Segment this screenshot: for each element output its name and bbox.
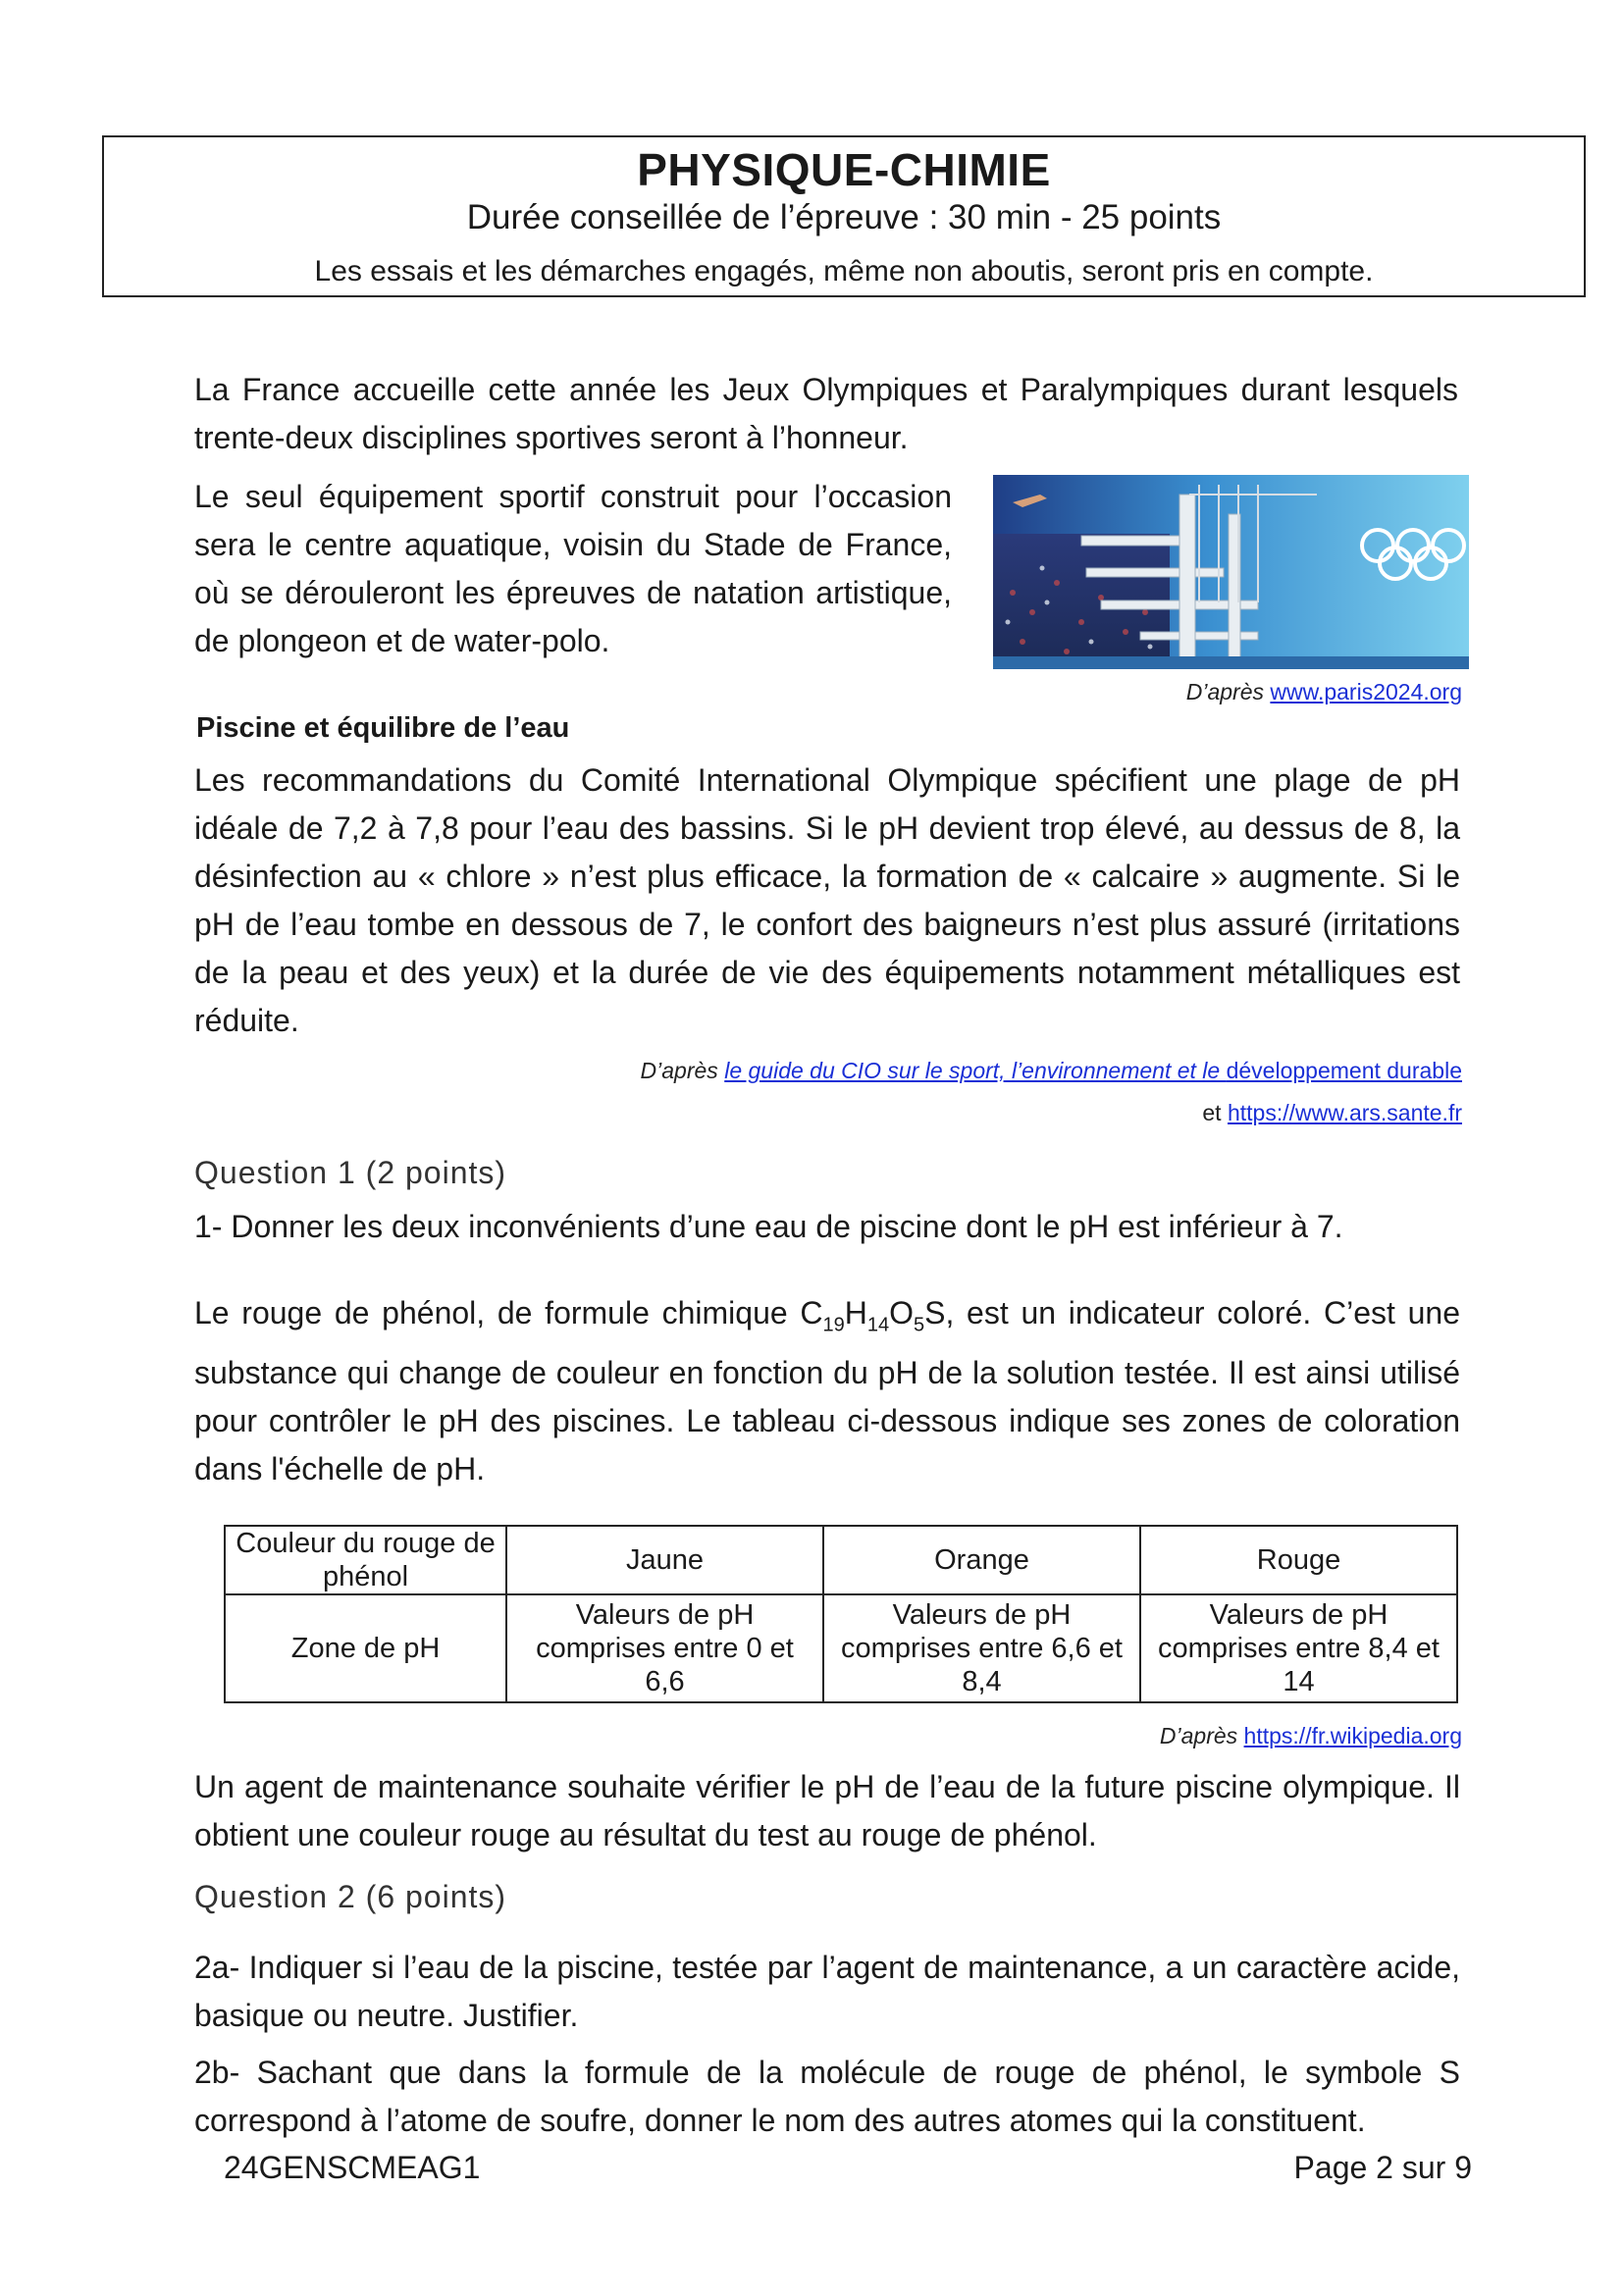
diving-tower-photo <box>993 475 1469 669</box>
ph-color-table <box>224 1525 1458 1703</box>
section-title: Piscine et équilibre de l’eau <box>196 712 570 744</box>
question-2a-text: 2a- Indiquer si l’eau de la piscine, testée par l’agent de maintenance, a un caractère acide, basique ou neutre. Justifier. <box>194 1950 1460 2033</box>
question-1-text: 1- Donner les deux inconvénients d’une eau de piscine dont le pH est inférieur à 7. <box>194 1209 1343 1244</box>
cio-guide-link-normal: développement durable <box>1226 1058 1462 1083</box>
cell-color-yellow: Jaune <box>506 1526 823 1594</box>
source-wikipedia <box>1079 1723 1462 1749</box>
formula-sub-o: 5 <box>913 1314 925 1336</box>
formula-h: H <box>844 1295 867 1330</box>
phenol-red-paragraph <box>194 1289 1460 1493</box>
formula-sub-c: 19 <box>822 1314 845 1336</box>
agent-paragraph: Un agent de maintenance souhaite vérifier le pH de l’eau de la future piscine olympique. Il obtient une couleur rouge au résultat du test au rouge de phénol. <box>194 1769 1460 1852</box>
source-prefix: D’après <box>640 1058 725 1083</box>
footer-exam-code: 24GENSCMEAG1 <box>224 2150 481 2185</box>
paris2024-link[interactable]: www.paris2024.org <box>1270 679 1462 704</box>
source-paris2024 <box>1079 679 1462 705</box>
exam-title: PHYSIQUE-CHIMIE <box>637 144 1051 195</box>
phenol-text-before: Le rouge de phénol, de formule chimique C <box>194 1295 823 1330</box>
exam-duration: Durée conseillée de l’épreuve : 30 min - 25 points <box>466 198 1222 236</box>
cio-guide-link[interactable] <box>724 1058 1462 1083</box>
wikipedia-link[interactable]: https://fr.wikipedia.org <box>1243 1723 1462 1748</box>
ph-recommendation-paragraph: Les recommandations du Comité International Olympique spécifient une plage de pH idéale de 7,2 à 7,8 pour l’eau des bassins. Si le pH devient trop élevé, au dessus de 8, la désinfection au « chlore » n’est plus efficace, la formation de « calcaire » augmente. Si le pH de l’eau tombe en dessous de 7, le confort des baigneurs n’est plus assuré (irritations de la peau et des yeux) et la durée de vie des équipements notamment métalliques est réduite. <box>194 762 1460 1038</box>
source-prefix: D’après <box>1159 1723 1244 1748</box>
question-1-title: Question 1 (2 points) <box>194 1155 507 1190</box>
ars-link[interactable]: https://www.ars.sante.fr <box>1227 1100 1462 1125</box>
header-box <box>102 135 1586 297</box>
cell-color-orange: Orange <box>823 1526 1140 1594</box>
source-ars <box>883 1100 1462 1126</box>
footer-page-number: Page 2 sur 9 <box>1293 2150 1472 2185</box>
formula-o: O <box>889 1295 914 1330</box>
intro-paragraph-2: Le seul équipement sportif construit pour l’occasion sera le centre aquatique, voisin du Stade de France, où se dérouleront les épreuves de natation artistique, de plongeon et de water-polo. <box>194 479 952 658</box>
cio-guide-link-italic: le guide du CIO sur le sport, l’environnement et le <box>724 1058 1227 1083</box>
row-header-range: Zone de pH <box>225 1594 506 1702</box>
source-cio <box>393 1058 1462 1084</box>
question-2b-text: 2b- Sachant que dans la formule de la molécule de rouge de phénol, le symbole S correspond à l’atome de soufre, donner le nom des autres atomes qui la constituent. <box>194 2055 1460 2138</box>
phenol-text-after: S, est un indicateur coloré. C’est une substance qui change de couleur en fonction du pH de la solution testée. Il est ainsi utilisé pour contrôler le pH des piscines. Le tableau ci-dessous indique ses zones de coloration dans l'échelle de pH. <box>194 1295 1461 1487</box>
table-row-color <box>225 1526 1457 1594</box>
cell-range-yellow: Valeurs de pH comprises entre 0 et 6,6 <box>506 1594 823 1702</box>
exam-note: Les essais et les démarches engagés, même non aboutis, seront pris en compte. <box>314 255 1374 287</box>
cell-range-red: Valeurs de pH comprises entre 8,4 et 14 <box>1140 1594 1457 1702</box>
source-prefix: D’après <box>1185 679 1271 704</box>
source-prefix: et <box>1202 1100 1228 1125</box>
intro-paragraph-1: La France accueille cette année les Jeux Olympiques et Paralympiques durant lesquels trente-deux disciplines sportives seront à l’honneur. <box>194 372 1458 455</box>
formula-sub-h: 14 <box>866 1314 890 1336</box>
cell-range-orange: Valeurs de pH comprises entre 6,6 et 8,4 <box>823 1594 1140 1702</box>
table-row-range <box>225 1594 1457 1702</box>
cell-color-red: Rouge <box>1140 1526 1457 1594</box>
row-header-color: Couleur du rouge de phénol <box>225 1526 506 1594</box>
question-2-title: Question 2 (6 points) <box>194 1879 507 1914</box>
